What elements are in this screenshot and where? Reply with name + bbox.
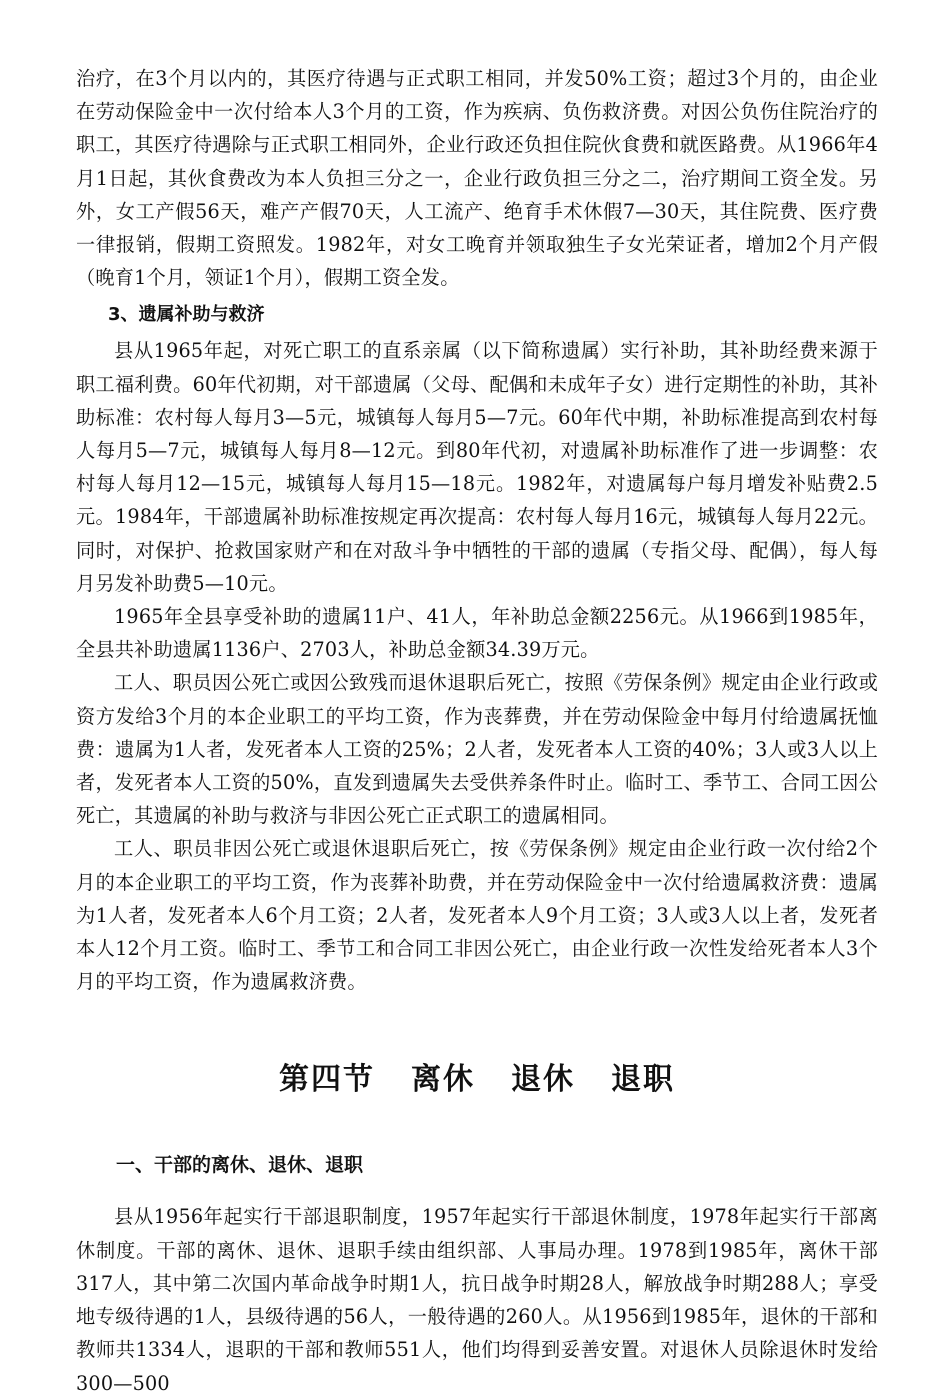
document-page: [76, 62, 878, 1400]
section-title-tuizhi: 退职: [611, 1062, 675, 1098]
section-title-number: 第四节: [279, 1062, 375, 1098]
section-title-lixiu: 离休: [411, 1062, 475, 1098]
paragraph-medical-treatment: 治疗，在3个月以内的，其医疗待遇与正式职工相同，并发50%工资；超过3个月的，由企业在劳动保险金中一次付给本人3个月的工资，作为疾病、负伤救济费。对因公负伤住院治疗的职工，其医疗待遇除与正式职工相同外，企业行政还负担住院伙食费和就医路费。从1966年4月1日起，其伙食费改为本人负担三分之一，企业行政负担三分之二，治疗期间工资全发。另外，女工产假56天，难产产假70天，人工流产、绝育手术休假7—30天，其住院费、医疗费一律报销，假期工资照发。1982年，对女工晚育并领取独生子女光荣证者，增加2个月产假（晚育1个月，领证1个月），假期工资全发。: [76, 67, 878, 290]
paragraph-survivor-subsidy: 县从1965年起，对死亡职工的直系亲属（以下简称遗属）实行补助，其补助经费来源于职工福利费。60年代初期，对干部遗属（父母、配偶和未成年子女）进行定期性的补助，其补助标准：农村每人每月3—5元，城镇每人每月5—7元。60年代中期，补助标准提高到农村每人每月5—7元，城镇每人每月8—12元。到80年代初，对遗属补助标准作了进一步调整：农村每人每月12—15元，城镇每人每月15—18元。1982年，对遗属每户每月增发补贴费2.5元。1984年，干部遗属补助标准按规定再次提高：农村每人每月16元，城镇每人每月22元。同时，对保护、抢救国家财产和在对敌斗争中牺牲的干部的遗属（专指父母、配偶），每人每月另发补助费5—10元。: [76, 339, 878, 595]
subsection-title: 3、遗属补助与救济: [108, 304, 265, 326]
paragraph-cadre-retirement: 县从1956年起实行干部退职制度，1957年起实行干部退休制度，1978年起实行干部离休制度。干部的离休、退休、退职手续由组织部、人事局办理。1978到1985年，离休干部317人，其中第二次国内革命战争时期1人，抗日战争时期28人，解放战争时期288人；享受地专级待遇的1人，县级待遇的56人，一般待遇的260人。从1956到1985年，退休的干部和教师共1334人，退职的干部和教师551人，他们均得到妥善安置。对退休人员除退休时发给300—500: [76, 1205, 878, 1395]
paragraph-work-related-death: 工人、职员因公死亡或因公致残而退休退职后死亡，按照《劳保条例》规定由企业行政或资方发给3个月的本企业职工的平均工资，作为丧葬费，并在劳动保险金中每月付给遗属抚恤费：遗属为1人者，发死者本人工资的25%；2人者，发死者本人工资的40%；3人或3人以上者，发死者本人工资的50%，直发到遗属失去受供养条件时止。临时工、季节工、合同工因公死亡，其遗属的补助与救济与非因公死亡正式职工的遗属相同。: [76, 671, 878, 828]
section-title: [76, 1060, 878, 1100]
paragraph-survivor-statistics: 1965年全县享受补助的遗属11户、41人，年补助总金额2256元。从1966到1985年，全县共补助遗属1136户、2703人，补助总金额34.39万元。: [76, 605, 878, 662]
section-title-tuixiu: 退休: [511, 1062, 575, 1098]
subheading-cadres: 一、干部的离休、退休、退职: [116, 1154, 364, 1177]
paragraph-non-work-related-death: 工人、职员非因公死亡或退休退职后死亡，按《劳保条例》规定由企业行政一次付给2个月的本企业职工的平均工资，作为丧葬补助费，并在劳动保险金中一次付给遗属救济费：遗属为1人者，发死者本人6个月工资；2人者，发死者本人9个月工资；3人或3人以上者，发死者本人12个月工资。临时工、季节工和合同工非因公死亡，由企业行政一次性发给死者本人3个月的平均工资，作为遗属救济费。: [76, 837, 878, 994]
